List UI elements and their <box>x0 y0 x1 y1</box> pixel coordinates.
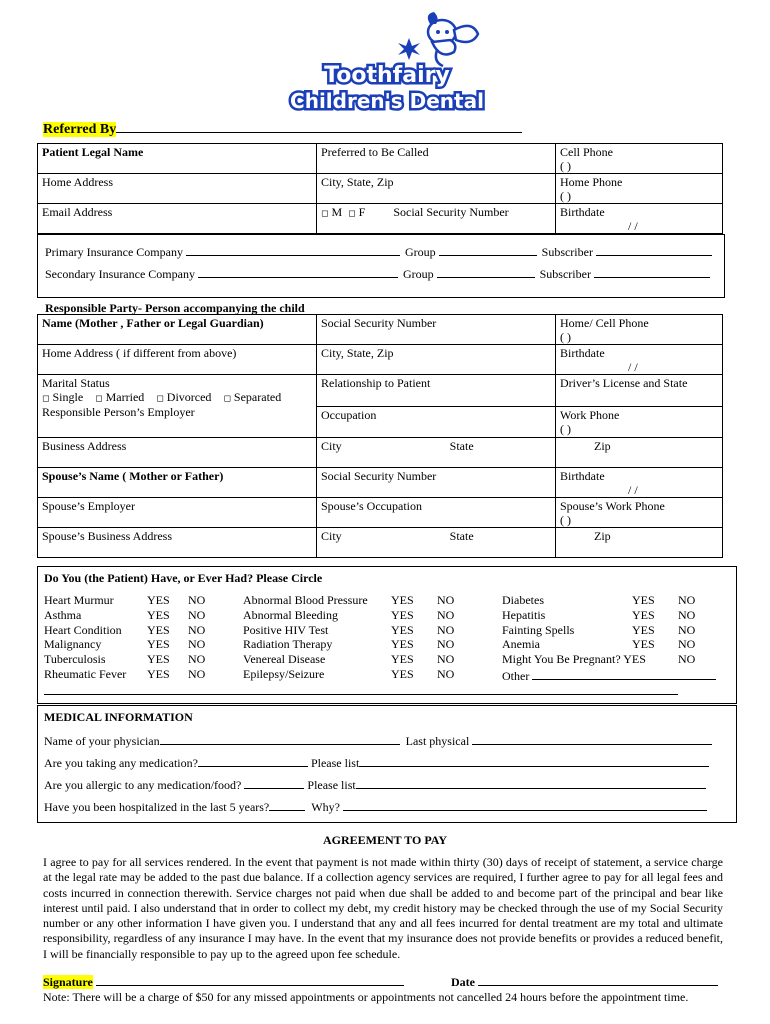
spouse-ssn[interactable]: Social Security Number <box>317 468 556 498</box>
last-physical-field[interactable] <box>472 733 712 745</box>
yes-option[interactable]: YES <box>391 637 414 652</box>
yes-option[interactable]: YES <box>391 652 414 667</box>
condition-label: Heart Condition <box>44 622 122 637</box>
checkbox-icon[interactable]: ◻ <box>348 208 356 218</box>
spouse-occupation[interactable]: Spouse’s Occupation <box>317 498 556 528</box>
primary-subscriber-field[interactable] <box>596 244 712 256</box>
signature-row <box>43 974 404 990</box>
yes-option[interactable]: YES <box>391 622 414 637</box>
condition-label: Malignancy <box>44 637 102 652</box>
why-field[interactable] <box>343 799 707 811</box>
condition-label: Abnormal Bleeding <box>243 607 338 622</box>
spouse-work-phone[interactable]: Spouse’s Work Phone ( ) <box>556 498 723 528</box>
home-address[interactable]: Home Address <box>38 174 317 204</box>
yes-option[interactable]: YES <box>391 607 414 622</box>
yes-option[interactable]: YES <box>632 593 655 607</box>
hospital-field[interactable] <box>269 799 305 811</box>
city-state-zip[interactable]: City, State, Zip <box>317 174 556 204</box>
yes-option[interactable]: YES <box>147 607 170 622</box>
yes-option[interactable]: YES <box>147 637 170 652</box>
fairy-icon <box>398 12 478 66</box>
checkbox-icon: ◻ <box>156 393 164 403</box>
allergy-row: Are you allergic to any medication/food? Please list <box>44 777 706 793</box>
spouse-birthdate[interactable]: Birthdate / / <box>556 468 723 498</box>
physician-field[interactable] <box>160 733 400 745</box>
physician-row: Name of your physician Last physical <box>44 733 712 749</box>
condition-label: Hepatitis <box>502 607 546 622</box>
yes-option[interactable]: YES <box>632 637 655 652</box>
logo-line1: Toothfairy <box>324 63 450 88</box>
medication-field[interactable] <box>198 755 308 767</box>
yes-option[interactable]: YES <box>147 622 170 637</box>
preferred-name[interactable]: Preferred to Be Called <box>317 144 556 174</box>
no-option[interactable]: NO <box>188 637 206 652</box>
no-option[interactable]: NO <box>188 667 206 681</box>
yes-option[interactable]: YES <box>147 652 170 667</box>
condition-label: Anemia <box>502 637 540 652</box>
hospital-row: Have you been hospitalized in the last 5 years? Why? <box>44 799 707 815</box>
no-option[interactable]: NO <box>678 652 696 667</box>
other-field[interactable] <box>532 668 716 680</box>
history-heading: Do You (the Patient) Have, or Ever Had? Please Circle <box>44 571 323 585</box>
no-option[interactable]: NO <box>678 593 696 607</box>
spouse-business-address[interactable]: Spouse’s Business Address <box>38 528 317 558</box>
relationship-occupation[interactable]: Relationship to Patient Occupation <box>317 375 556 438</box>
patient-table <box>37 143 723 234</box>
responsible-ssn[interactable]: Social Security Number <box>317 315 556 345</box>
primary-insurance-field[interactable] <box>186 244 400 256</box>
spouse-city-state[interactable]: City State <box>317 528 556 558</box>
gender-ssn[interactable]: ◻ M ◻ F Social Security Number <box>317 204 556 234</box>
signature-label: Signature <box>43 975 93 989</box>
condition-label: Fainting Spells <box>502 622 575 637</box>
home-phone[interactable]: Home Phone ( ) <box>556 174 723 204</box>
primary-insurance-row: Primary Insurance Company Group Subscriber <box>45 244 725 260</box>
no-option[interactable]: NO <box>678 607 696 622</box>
yes-option[interactable]: YES <box>391 667 414 681</box>
condition-label: Venereal Disease <box>243 652 326 667</box>
referred-by <box>43 121 522 138</box>
condition-label: Radiation Therapy <box>243 637 333 652</box>
condition-label: Rheumatic Fever <box>44 667 127 681</box>
spouse-zip[interactable]: Zip <box>556 528 723 558</box>
responsible-home-address[interactable]: Home Address ( if different from above) <box>38 345 317 375</box>
missed-appointment-note: Note: There will be a charge of $50 for any missed appointments or appointments not cancelled 24 hours before the appointment time. <box>43 990 689 1004</box>
business-city-state[interactable]: City State <box>317 438 556 468</box>
no-option[interactable]: NO <box>678 637 696 652</box>
email-address[interactable]: Email Address <box>38 204 317 234</box>
no-option[interactable]: NO <box>188 652 206 667</box>
primary-group-field[interactable] <box>439 244 537 256</box>
allergy-list-field[interactable] <box>356 777 706 789</box>
no-option[interactable]: NO <box>437 607 455 622</box>
license-work-phone[interactable]: Driver’s License and State Work Phone ( ) <box>556 375 723 438</box>
medication-row: Are you taking any medication? Please list <box>44 755 709 771</box>
condition-label: Might You Be Pregnant? YES <box>502 652 646 667</box>
no-option[interactable]: NO <box>437 622 455 637</box>
responsible-city-state-zip[interactable]: City, State, Zip <box>317 345 556 375</box>
no-option[interactable]: NO <box>437 652 455 667</box>
agreement-text: I agree to pay for all services rendered. In the event that payment is not made within thirty (30) days of receipt of statement, a service charge at the legal rate may be added to the past due balance. If a collection agency services are required, I further agree to pay for all legal fees and costs incurred in connection therewith. Service charges not paid when due shall be added to and become part of the principal and bear like interest until paid. I also understand that in order to collect my debt, my credit history may be checked through the use of my Social Security number or any other information I have given you. I understand that any and all fees incurred for dental treatment are my total and ultimate responsibility, regardless of any insurance I may have. In the event that my insurance does not provide benefits or provides a reduced benefit, I will be financially responsible to pay up to the agreed upon fee schedule. <box>43 855 723 961</box>
medical-heading: MEDICAL INFORMATION <box>44 710 193 724</box>
no-option[interactable]: NO <box>437 593 455 607</box>
secondary-insurance-field[interactable] <box>198 266 398 278</box>
date-row: Date <box>451 974 718 990</box>
referred-by-label: Referred By <box>43 122 117 137</box>
date-field[interactable] <box>478 974 718 986</box>
condition-label: Epilepsy/Seizure <box>243 667 325 681</box>
checkbox-icon: ◻ <box>95 393 103 403</box>
allergy-field[interactable] <box>244 777 304 789</box>
checkbox-icon: ◻ <box>42 393 50 403</box>
business-address[interactable]: Business Address <box>38 438 317 468</box>
responsible-heading: Responsible Party- Person accompanying the child <box>45 301 305 315</box>
no-option[interactable]: NO <box>188 622 206 637</box>
checkbox-icon[interactable]: ◻ <box>321 208 329 218</box>
no-option[interactable]: NO <box>437 667 455 681</box>
referred-by-field[interactable] <box>116 121 522 133</box>
condition-label: Positive HIV Test <box>243 622 329 637</box>
cell-phone[interactable]: Cell Phone ( ) <box>556 144 723 174</box>
condition-label: Heart Murmur <box>44 593 114 607</box>
yes-option[interactable]: YES <box>632 622 655 637</box>
spouse-name[interactable]: Spouse’s Name ( Mother or Father) <box>38 468 317 498</box>
yes-option[interactable]: YES <box>147 593 170 607</box>
no-option[interactable]: NO <box>188 607 206 622</box>
signature-field[interactable] <box>96 974 404 986</box>
business-zip[interactable]: Zip <box>556 438 723 468</box>
marital-status[interactable]: Marital Status ◻ Single ◻ Married ◻ Divorced ◻ Separated Responsible Person’s Employer <box>38 375 317 438</box>
spouse-employer[interactable]: Spouse’s Employer <box>38 498 317 528</box>
responsible-table <box>37 314 723 558</box>
medication-list-field[interactable] <box>359 755 709 767</box>
condition-label: Asthma <box>44 607 82 622</box>
other-row: Other <box>502 668 716 684</box>
condition-label: Diabetes <box>502 593 544 607</box>
toothfairy-logo <box>282 10 492 115</box>
no-option[interactable]: NO <box>437 637 455 652</box>
yes-option[interactable]: YES <box>147 667 170 681</box>
secondary-insurance-row: Secondary Insurance Company Group Subscriber <box>45 266 725 282</box>
condition-label: Tuberculosis <box>44 652 106 667</box>
patient-legal-name[interactable]: Patient Legal Name <box>38 144 317 174</box>
logo-line2: Children's Dental <box>290 89 484 113</box>
history-extra-line[interactable] <box>44 694 678 695</box>
responsible-name[interactable]: Name (Mother , Father or Legal Guardian) <box>38 315 317 345</box>
agreement-heading: AGREEMENT TO PAY <box>322 833 448 847</box>
checkbox-icon: ◻ <box>223 393 231 403</box>
no-option[interactable]: NO <box>188 593 206 607</box>
responsible-phone[interactable]: Home/ Cell Phone ( ) <box>556 315 723 345</box>
secondary-subscriber-field[interactable] <box>594 266 710 278</box>
yes-option[interactable]: YES <box>391 593 414 607</box>
yes-option[interactable]: YES <box>632 607 655 622</box>
condition-label: Abnormal Blood Pressure <box>243 593 368 607</box>
responsible-birthdate[interactable]: Birthdate / / <box>556 345 723 375</box>
birthdate[interactable]: Birthdate / / <box>556 204 723 234</box>
secondary-group-field[interactable] <box>437 266 535 278</box>
no-option[interactable]: NO <box>678 622 696 637</box>
